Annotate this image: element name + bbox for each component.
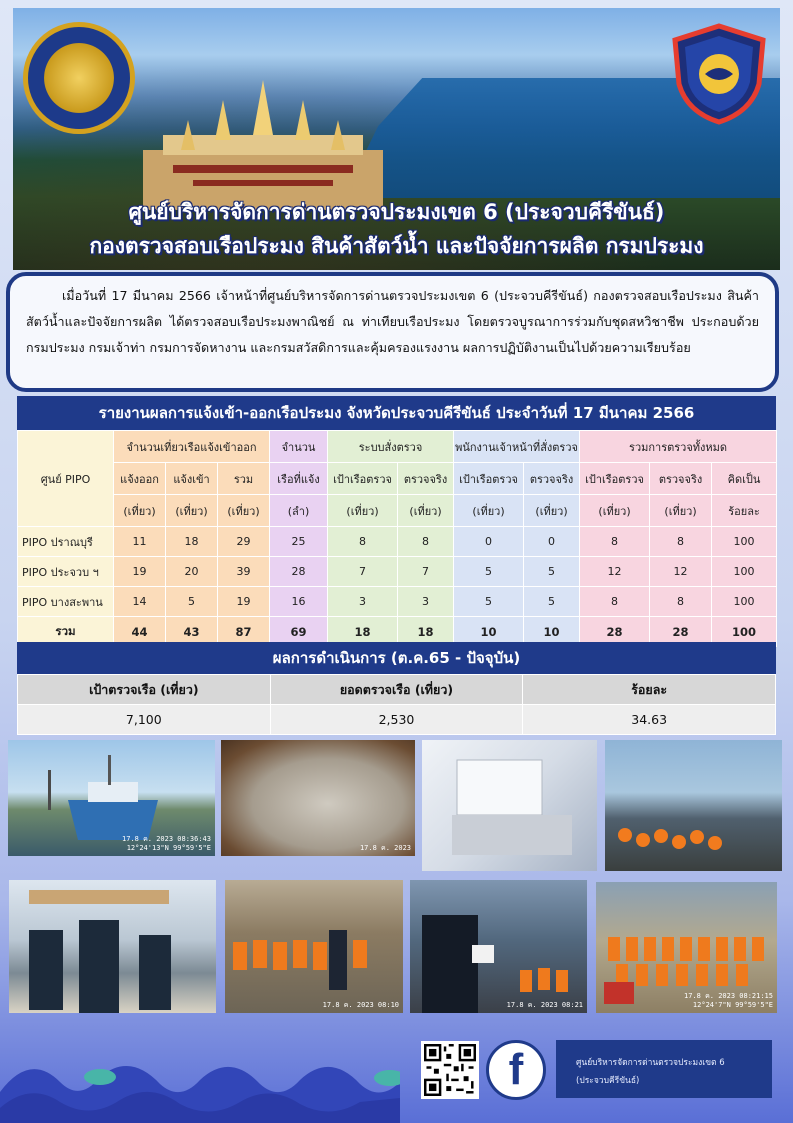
header-staff-target: เป้าเรือตรวจ <box>454 463 524 495</box>
cell-staff-actual: 0 <box>524 527 580 557</box>
cell-percent: 100 <box>712 557 777 587</box>
cell-percent: 100 <box>712 587 777 617</box>
cell-vessels: 25 <box>270 527 328 557</box>
results-value-target: 7,100 <box>18 705 271 735</box>
header-sys-actual: ตรวจจริง <box>398 463 454 495</box>
cell-sum: 19 <box>218 587 270 617</box>
tray-illustration <box>422 740 597 871</box>
total-vessels: 69 <box>270 617 328 647</box>
cell-in: 18 <box>166 527 218 557</box>
header-sys-target: เป้าเรือตรวจ <box>328 463 398 495</box>
header-group-staff: พนักงานเจ้าหน้าที่สั่งตรวจ <box>454 431 580 463</box>
cell-tot-target: 8 <box>580 527 650 557</box>
photo-group <box>596 882 777 1013</box>
results-header-target: เป้าตรวจเรือ (เที่ยว) <box>18 675 271 705</box>
row-name: PIPO ประจวบ ฯ <box>18 557 114 587</box>
unit-tot-target: (เที่ยว) <box>580 495 650 527</box>
unit-staff-target: (เที่ยว) <box>454 495 524 527</box>
cell-staff-target: 5 <box>454 587 524 617</box>
cell-sys-actual: 7 <box>398 557 454 587</box>
footer-org-line-1: ศูนย์บริหารจัดการด่านตรวจประมงเขต 6 <box>576 1058 725 1068</box>
cell-staff-target: 0 <box>454 527 524 557</box>
table-row <box>18 557 777 587</box>
unit-sum: (เที่ยว) <box>218 495 270 527</box>
fishery-inspection-badge-icon <box>667 22 771 126</box>
photo-officer-documents <box>410 880 587 1013</box>
facebook-icon[interactable]: f <box>486 1040 546 1100</box>
table-row <box>18 587 777 617</box>
total-label: รวม <box>18 617 114 647</box>
unit-sys-target: (เที่ยว) <box>328 495 398 527</box>
total-tot-target: 28 <box>580 617 650 647</box>
cell-percent: 100 <box>712 527 777 557</box>
total-in: 43 <box>166 617 218 647</box>
cell-vessels: 16 <box>270 587 328 617</box>
unit-sys-actual: (เที่ยว) <box>398 495 454 527</box>
cell-out: 14 <box>114 587 166 617</box>
cell-sys-target: 7 <box>328 557 398 587</box>
cell-sys-target: 8 <box>328 527 398 557</box>
header-percent-bottom: ร้อยละ <box>712 495 777 527</box>
cell-out: 11 <box>114 527 166 557</box>
header-staff-actual: ตรวจจริง <box>524 463 580 495</box>
header-sum: รวม <box>218 463 270 495</box>
header-percent-top: คิดเป็น <box>712 463 777 495</box>
photo-fish-catch <box>221 740 415 856</box>
cell-sum: 29 <box>218 527 270 557</box>
header-in: แจ้งเข้า <box>166 463 218 495</box>
cell-staff-actual: 5 <box>524 557 580 587</box>
header-count-bottom: เรือที่แจ้ง <box>270 463 328 495</box>
total-staff-target: 10 <box>454 617 524 647</box>
crew-illustration <box>605 740 782 871</box>
cell-staff-actual: 5 <box>524 587 580 617</box>
results-value-inspected: 2,530 <box>270 705 523 735</box>
header-out: แจ้งออก <box>114 463 166 495</box>
results-value-percent: 34.63 <box>523 705 776 735</box>
results-header-inspected: ยอดตรวจเรือ (เที่ยว) <box>270 675 523 705</box>
qr-code-icon[interactable] <box>421 1041 479 1099</box>
cell-in: 5 <box>166 587 218 617</box>
total-sys-actual: 18 <box>398 617 454 647</box>
photo-timestamp: 17.8 ค. 2023 08:21:15 12°24'7"N 99°59'5"E <box>684 992 773 1009</box>
total-sum: 87 <box>218 617 270 647</box>
header-count-top: จำนวน <box>270 431 328 463</box>
header-group-order: ระบบสั่งตรวจ <box>328 431 454 463</box>
cell-in: 20 <box>166 557 218 587</box>
total-sys-target: 18 <box>328 617 398 647</box>
footer <box>0 1022 793 1123</box>
cell-sys-target: 3 <box>328 587 398 617</box>
cell-sys-actual: 3 <box>398 587 454 617</box>
header-center: ศูนย์ PIPO <box>18 431 114 527</box>
unit-in: (เที่ยว) <box>166 495 218 527</box>
table-row <box>18 527 777 557</box>
page-title-line-2: กองตรวจสอบเรือประมง สินค้าสัตว์น้ำ และปัจจัยการผลิต กรมประมง <box>89 234 704 258</box>
row-name: PIPO บางสะพาน <box>18 587 114 617</box>
officers-illustration <box>9 880 216 1013</box>
intro-box <box>6 272 779 392</box>
results-header-percent: ร้อยละ <box>523 675 776 705</box>
wave-decoration <box>0 1022 400 1123</box>
unit-tot-actual: (เที่ยว) <box>650 495 712 527</box>
header-tot-actual: ตรวจจริง <box>650 463 712 495</box>
cell-staff-target: 5 <box>454 557 524 587</box>
photo-crew-on-deck <box>605 740 782 871</box>
unit-vessel: (ลำ) <box>270 495 328 527</box>
department-of-fisheries-seal-icon <box>23 22 135 134</box>
results-table <box>17 674 776 735</box>
cell-vessels: 28 <box>270 557 328 587</box>
lineup-illustration <box>225 880 403 1013</box>
header-group-trips: จำนวนเที่ยวเรือแจ้งเข้าออก <box>114 431 270 463</box>
total-staff-actual: 10 <box>524 617 580 647</box>
total-out: 44 <box>114 617 166 647</box>
temple-illustration <box>133 80 393 210</box>
results-title: ผลการดำเนินการ (ต.ค.65 - ปัจจุบัน) <box>17 642 776 674</box>
footer-org-box <box>556 1040 772 1098</box>
report-table <box>17 430 777 647</box>
photo-crew-lineup <box>225 880 403 1013</box>
header-banner <box>13 8 780 270</box>
cell-tot-target: 12 <box>580 557 650 587</box>
results-section <box>17 642 776 735</box>
total-percent: 100 <box>712 617 777 647</box>
photo-timestamp: 17.8 ค. 2023 08:21 <box>506 1001 583 1009</box>
cell-sum: 39 <box>218 557 270 587</box>
photo-timestamp: 17.8 ค. 2023 08:36:43 12°24'13"N 99°59'5"E <box>122 835 211 852</box>
unit-out: (เที่ยว) <box>114 495 166 527</box>
report-title: รายงานผลการแจ้งเข้า-ออกเรือประมง จังหวัดประจวบคีรีขันธ์ ประจำวันที่ 17 มีนาคม 2566 <box>17 396 776 430</box>
photo-inspection-tray <box>422 740 597 871</box>
total-tot-actual: 28 <box>650 617 712 647</box>
cell-tot-target: 8 <box>580 587 650 617</box>
photo-timestamp: 17.8 ค. 2023 <box>359 844 411 852</box>
cell-tot-actual: 8 <box>650 587 712 617</box>
intro-paragraph: เมื่อวันที่ 17 มีนาคม 2566 เจ้าหน้าที่ศูนย์บริหารจัดการด่านตรวจประมงเขต 6 (ประจวบคีรีขันธ์) กองตรวจสอบเรือประมง สินค้าสัตว์น้ำและปัจจัยการผลิต ได้ตรวจสอบเรือประมงพาณิชย์ ณ ท่าเทียบเรือประมง โดยตรวจบูรณาการร่วมกับชุดสหวิชาชีพ ประกอบด้วย กรมประมง กรมเจ้าท่า กรมการจัดหางาน และกรมสวัสดิการและคุ้มครองแรงงาน ผลการปฏิบัติงานเป็นไปด้วยความเรียบร้อย <box>26 288 759 355</box>
cell-sys-actual: 8 <box>398 527 454 557</box>
report-section <box>17 396 776 647</box>
page-title-line-1: ศูนย์บริหารจัดการด่านตรวจประมงเขต 6 (ประจวบคีรีขันธ์) <box>128 200 665 224</box>
officer-illustration <box>410 880 587 1013</box>
cell-tot-actual: 8 <box>650 527 712 557</box>
unit-staff-actual: (เที่ยว) <box>524 495 580 527</box>
cell-out: 19 <box>114 557 166 587</box>
photo-timestamp: 17.8 ค. 2023 08:10 <box>322 1001 399 1009</box>
cell-tot-actual: 12 <box>650 557 712 587</box>
header-group-total: รวมการตรวจทั้งหมด <box>580 431 777 463</box>
photo-officers-pier <box>9 880 216 1013</box>
row-name: PIPO ปราณบุรี <box>18 527 114 557</box>
photo-fishing-boat <box>8 740 215 856</box>
footer-org-line-2: (ประจวบคีรีขันธ์) <box>576 1076 640 1086</box>
header-tot-target: เป้าเรือตรวจ <box>580 463 650 495</box>
